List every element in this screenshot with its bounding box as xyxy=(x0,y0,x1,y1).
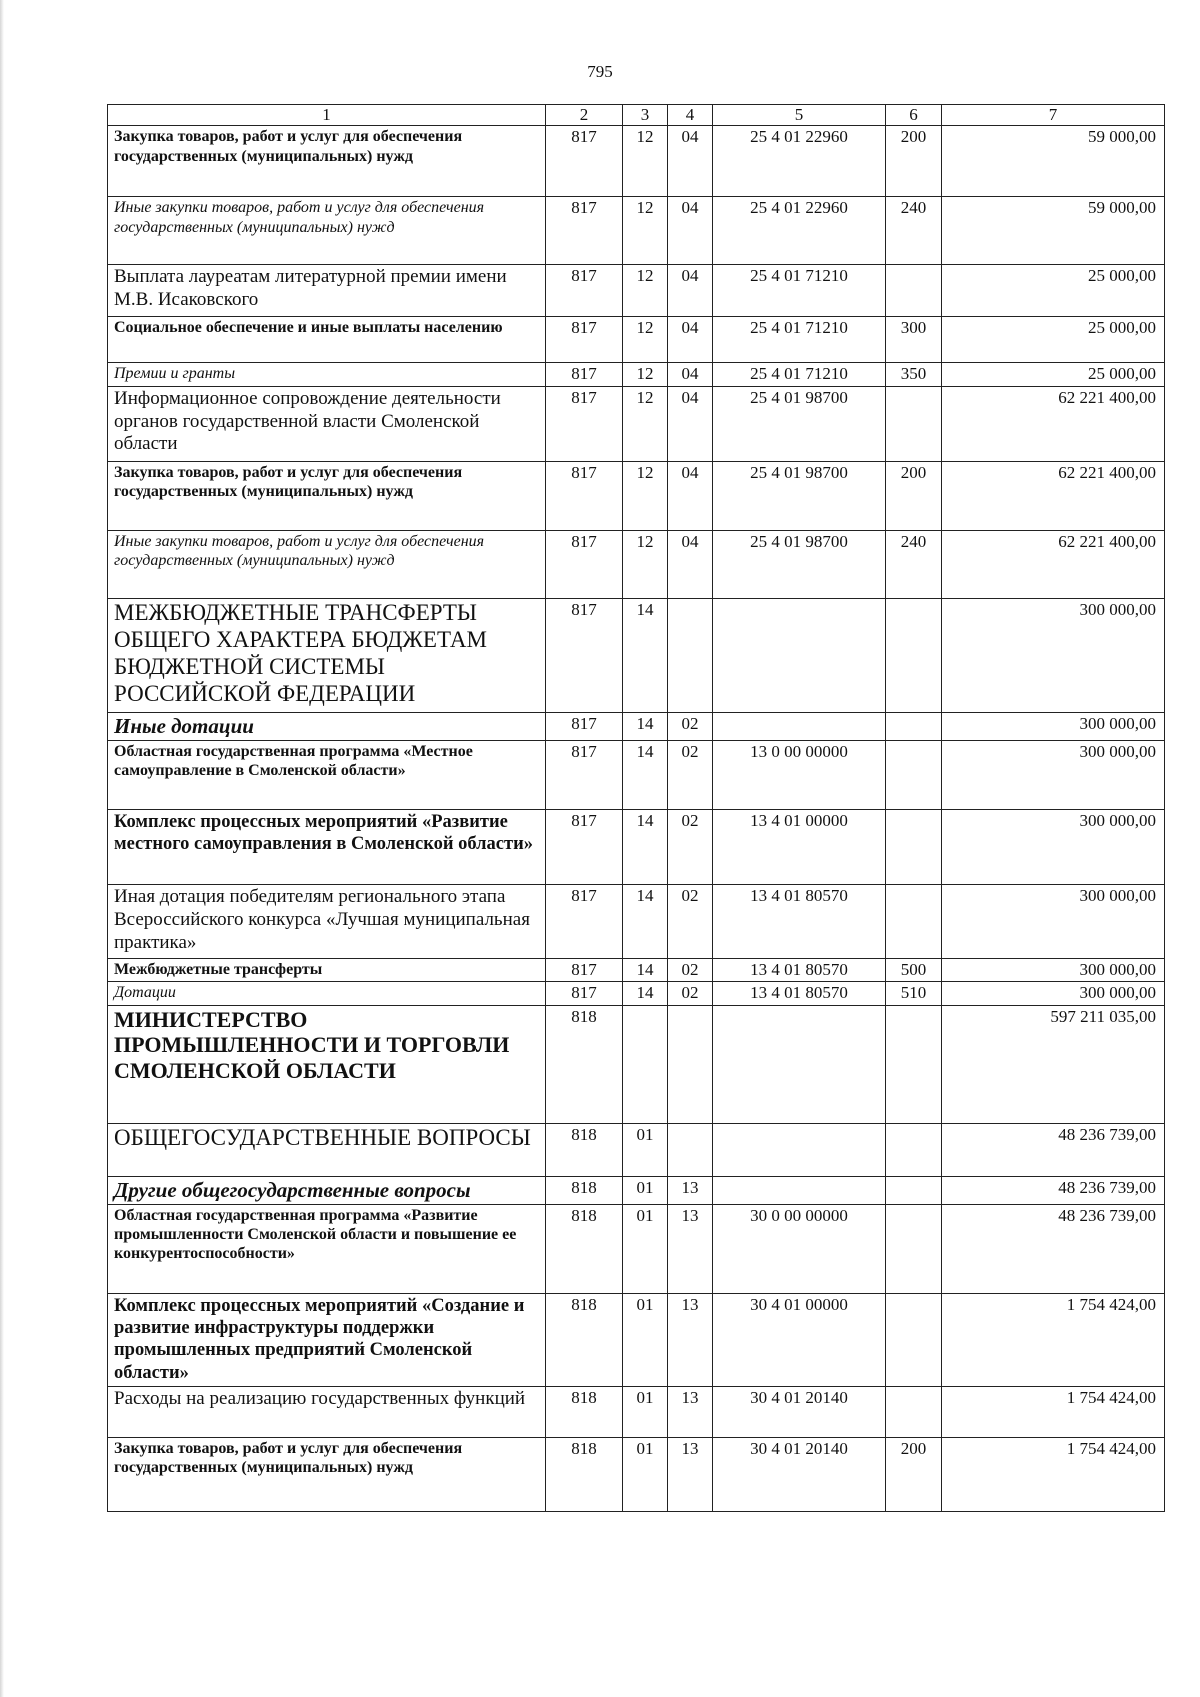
table-row xyxy=(108,265,1165,317)
row-name: Премии и гранты xyxy=(108,363,546,386)
header-cell-5: 5 xyxy=(713,105,886,126)
row-code-2: 817 xyxy=(546,958,623,981)
row-amount: 300 000,00 xyxy=(942,809,1165,884)
row-code-5 xyxy=(713,1123,886,1176)
table-row xyxy=(108,884,1165,958)
row-code-6 xyxy=(886,1386,942,1437)
row-amount: 25 000,00 xyxy=(942,317,1165,363)
row-name: Закупка товаров, работ и услуг для обеспечения государственных (муниципальных) нужд xyxy=(108,461,546,530)
row-code-5 xyxy=(713,1005,886,1123)
table-row xyxy=(108,461,1165,530)
row-code-6: 200 xyxy=(886,1437,942,1511)
row-code-3: 14 xyxy=(623,598,668,712)
row-code-2: 818 xyxy=(546,1293,623,1386)
row-code-5: 25 4 01 98700 xyxy=(713,530,886,598)
row-code-6: 350 xyxy=(886,363,942,386)
row-code-5: 25 4 01 71210 xyxy=(713,363,886,386)
row-amount: 300 000,00 xyxy=(942,712,1165,740)
row-code-6: 200 xyxy=(886,126,942,197)
row-name: Межбюджетные трансферты xyxy=(108,958,546,981)
row-code-2: 817 xyxy=(546,884,623,958)
row-code-6 xyxy=(886,265,942,317)
row-code-3: 12 xyxy=(623,461,668,530)
row-code-5: 30 4 01 00000 xyxy=(713,1293,886,1386)
table-row xyxy=(108,1204,1165,1293)
row-code-3: 14 xyxy=(623,740,668,809)
table-row xyxy=(108,317,1165,363)
row-code-4: 04 xyxy=(668,530,713,598)
row-code-3: 12 xyxy=(623,386,668,461)
row-amount: 1 754 424,00 xyxy=(942,1293,1165,1386)
row-name: Закупка товаров, работ и услуг для обеспечения государственных (муниципальных) нужд xyxy=(108,126,546,197)
table-row xyxy=(108,1293,1165,1386)
row-code-6 xyxy=(886,1123,942,1176)
row-code-6 xyxy=(886,884,942,958)
row-code-2: 817 xyxy=(546,530,623,598)
row-amount: 48 236 739,00 xyxy=(942,1176,1165,1204)
row-code-3: 01 xyxy=(623,1437,668,1511)
row-name: Иные закупки товаров, работ и услуг для обеспечения государственных (муниципальных) нужд xyxy=(108,197,546,265)
row-code-6: 240 xyxy=(886,197,942,265)
row-amount: 300 000,00 xyxy=(942,884,1165,958)
row-code-6 xyxy=(886,1293,942,1386)
row-code-4 xyxy=(668,598,713,712)
table-row xyxy=(108,197,1165,265)
row-code-4: 02 xyxy=(668,958,713,981)
row-code-6 xyxy=(886,712,942,740)
row-code-4: 02 xyxy=(668,809,713,884)
row-code-3: 01 xyxy=(623,1386,668,1437)
row-code-2: 817 xyxy=(546,386,623,461)
row-name: Другие общегосударственные вопросы xyxy=(108,1176,546,1204)
row-code-5: 30 0 00 00000 xyxy=(713,1204,886,1293)
row-name: Иные закупки товаров, работ и услуг для обеспечения государственных (муниципальных) нужд xyxy=(108,530,546,598)
row-code-5: 30 4 01 20140 xyxy=(713,1437,886,1511)
row-code-6 xyxy=(886,386,942,461)
row-code-2: 818 xyxy=(546,1437,623,1511)
row-code-6: 240 xyxy=(886,530,942,598)
row-amount: 597 211 035,00 xyxy=(942,1005,1165,1123)
row-code-5: 30 4 01 20140 xyxy=(713,1386,886,1437)
row-code-3: 01 xyxy=(623,1293,668,1386)
row-amount: 59 000,00 xyxy=(942,197,1165,265)
header-cell-6: 6 xyxy=(886,105,942,126)
row-code-2: 817 xyxy=(546,265,623,317)
row-code-4: 13 xyxy=(668,1204,713,1293)
header-cell-1: 1 xyxy=(108,105,546,126)
row-code-3: 14 xyxy=(623,712,668,740)
row-code-6 xyxy=(886,1005,942,1123)
row-code-2: 818 xyxy=(546,1005,623,1123)
row-amount: 62 221 400,00 xyxy=(942,530,1165,598)
row-name: Расходы на реализацию государственных функций xyxy=(108,1386,546,1437)
row-code-5: 25 4 01 71210 xyxy=(713,265,886,317)
row-code-2: 817 xyxy=(546,126,623,197)
row-code-4: 04 xyxy=(668,363,713,386)
row-code-4: 13 xyxy=(668,1386,713,1437)
row-code-5: 25 4 01 98700 xyxy=(713,386,886,461)
row-code-5: 25 4 01 22960 xyxy=(713,197,886,265)
row-code-6: 300 xyxy=(886,317,942,363)
row-amount: 1 754 424,00 xyxy=(942,1437,1165,1511)
table-row xyxy=(108,530,1165,598)
header-row xyxy=(108,105,1165,126)
row-code-6 xyxy=(886,598,942,712)
row-code-3 xyxy=(623,1005,668,1123)
row-code-3: 14 xyxy=(623,982,668,1005)
row-code-3: 12 xyxy=(623,530,668,598)
row-amount: 25 000,00 xyxy=(942,363,1165,386)
row-code-3: 14 xyxy=(623,809,668,884)
row-code-4: 04 xyxy=(668,197,713,265)
row-code-4 xyxy=(668,1005,713,1123)
row-code-4: 04 xyxy=(668,317,713,363)
row-code-3: 12 xyxy=(623,363,668,386)
row-code-3: 01 xyxy=(623,1204,668,1293)
row-code-3: 12 xyxy=(623,126,668,197)
row-code-2: 818 xyxy=(546,1123,623,1176)
row-amount: 300 000,00 xyxy=(942,982,1165,1005)
row-name: Социальное обеспечение и иные выплаты населению xyxy=(108,317,546,363)
row-code-3: 12 xyxy=(623,265,668,317)
row-code-2: 817 xyxy=(546,461,623,530)
scan-edge xyxy=(0,0,4,1697)
table-row xyxy=(108,126,1165,197)
row-code-5 xyxy=(713,1176,886,1204)
table-row xyxy=(108,1005,1165,1123)
row-code-4: 13 xyxy=(668,1176,713,1204)
table-row xyxy=(108,958,1165,981)
row-code-3: 01 xyxy=(623,1176,668,1204)
row-code-5: 13 0 00 00000 xyxy=(713,740,886,809)
row-code-5: 25 4 01 71210 xyxy=(713,317,886,363)
row-code-5 xyxy=(713,712,886,740)
header-cell-2: 2 xyxy=(546,105,623,126)
row-name: Областная государственная программа «Развитие промышленности Смоленской области и повышение ее конкурентоспособности» xyxy=(108,1204,546,1293)
row-code-5: 25 4 01 98700 xyxy=(713,461,886,530)
row-name: МИНИСТЕРСТВО ПРОМЫШЛЕННОСТИ И ТОРГОВЛИ СМОЛЕНСКОЙ ОБЛАСТИ xyxy=(108,1005,546,1123)
row-code-5 xyxy=(713,598,886,712)
row-code-6 xyxy=(886,740,942,809)
row-code-2: 817 xyxy=(546,712,623,740)
table-row xyxy=(108,740,1165,809)
row-code-2: 817 xyxy=(546,363,623,386)
row-code-2: 817 xyxy=(546,598,623,712)
row-name: Закупка товаров, работ и услуг для обеспечения государственных (муниципальных) нужд xyxy=(108,1437,546,1511)
table-row xyxy=(108,1386,1165,1437)
row-amount: 25 000,00 xyxy=(942,265,1165,317)
row-code-2: 817 xyxy=(546,197,623,265)
table-row xyxy=(108,1437,1165,1511)
row-code-6 xyxy=(886,809,942,884)
row-code-3: 12 xyxy=(623,197,668,265)
table-body xyxy=(108,105,1165,1512)
row-code-5: 13 4 01 80570 xyxy=(713,982,886,1005)
table-row xyxy=(108,363,1165,386)
row-code-4: 04 xyxy=(668,126,713,197)
table-row xyxy=(108,386,1165,461)
row-name: Комплекс процессных мероприятий «Развитие местного самоуправления в Смоленской области» xyxy=(108,809,546,884)
row-code-2: 817 xyxy=(546,809,623,884)
row-code-2: 818 xyxy=(546,1204,623,1293)
table-row xyxy=(108,809,1165,884)
row-amount: 62 221 400,00 xyxy=(942,461,1165,530)
row-code-5: 25 4 01 22960 xyxy=(713,126,886,197)
table-row xyxy=(108,1123,1165,1176)
row-amount: 1 754 424,00 xyxy=(942,1386,1165,1437)
header-cell-7: 7 xyxy=(942,105,1165,126)
row-name: Дотации xyxy=(108,982,546,1005)
row-code-3: 12 xyxy=(623,317,668,363)
row-code-4: 02 xyxy=(668,884,713,958)
row-name: Иные дотации xyxy=(108,712,546,740)
row-code-4 xyxy=(668,1123,713,1176)
row-code-4: 04 xyxy=(668,386,713,461)
row-code-3: 14 xyxy=(623,958,668,981)
row-code-3: 01 xyxy=(623,1123,668,1176)
row-code-2: 817 xyxy=(546,740,623,809)
row-code-6: 510 xyxy=(886,982,942,1005)
row-amount: 300 000,00 xyxy=(942,740,1165,809)
table-row xyxy=(108,982,1165,1005)
row-name: Комплекс процессных мероприятий «Создание и развитие инфраструктуры поддержки промышленных предприятий Смоленской области» xyxy=(108,1293,546,1386)
row-name: Областная государственная программа «Местное самоуправление в Смоленской области» xyxy=(108,740,546,809)
budget-table xyxy=(107,104,1165,1512)
row-code-2: 817 xyxy=(546,317,623,363)
row-code-4: 13 xyxy=(668,1293,713,1386)
row-code-4: 04 xyxy=(668,461,713,530)
row-code-4: 02 xyxy=(668,982,713,1005)
table-row xyxy=(108,598,1165,712)
row-code-5: 13 4 01 80570 xyxy=(713,884,886,958)
row-code-2: 817 xyxy=(546,982,623,1005)
row-code-4: 02 xyxy=(668,712,713,740)
row-code-6: 200 xyxy=(886,461,942,530)
row-code-4: 04 xyxy=(668,265,713,317)
row-name: Информационное сопровождение деятельности органов государственной власти Смоленской области xyxy=(108,386,546,461)
row-code-2: 818 xyxy=(546,1176,623,1204)
header-cell-3: 3 xyxy=(623,105,668,126)
row-code-6 xyxy=(886,1176,942,1204)
row-amount: 48 236 739,00 xyxy=(942,1204,1165,1293)
row-code-3: 14 xyxy=(623,884,668,958)
row-name: ОБЩЕГОСУДАРСТВЕННЫЕ ВОПРОСЫ xyxy=(108,1123,546,1176)
row-code-6: 500 xyxy=(886,958,942,981)
table-row xyxy=(108,712,1165,740)
row-amount: 300 000,00 xyxy=(942,598,1165,712)
header-cell-4: 4 xyxy=(668,105,713,126)
row-amount: 48 236 739,00 xyxy=(942,1123,1165,1176)
row-code-5: 13 4 01 80570 xyxy=(713,958,886,981)
row-name: Иная дотация победителям регионального этапа Всероссийского конкурса «Лучшая муниципальная практика» xyxy=(108,884,546,958)
row-amount: 300 000,00 xyxy=(942,958,1165,981)
row-code-6 xyxy=(886,1204,942,1293)
row-amount: 62 221 400,00 xyxy=(942,386,1165,461)
row-name: МЕЖБЮДЖЕТНЫЕ ТРАНСФЕРТЫ ОБЩЕГО ХАРАКТЕРА БЮДЖЕТАМ БЮДЖЕТНОЙ СИСТЕМЫ РОССИЙСКОЙ ФЕДЕРАЦИИ xyxy=(108,598,546,712)
row-name: Выплата лауреатам литературной премии имени М.В. Исаковского xyxy=(108,265,546,317)
row-amount: 59 000,00 xyxy=(942,126,1165,197)
row-code-4: 13 xyxy=(668,1437,713,1511)
row-code-4: 02 xyxy=(668,740,713,809)
row-code-2: 818 xyxy=(546,1386,623,1437)
row-code-5: 13 4 01 00000 xyxy=(713,809,886,884)
page-number: 795 xyxy=(587,62,613,81)
table-row xyxy=(108,1176,1165,1204)
